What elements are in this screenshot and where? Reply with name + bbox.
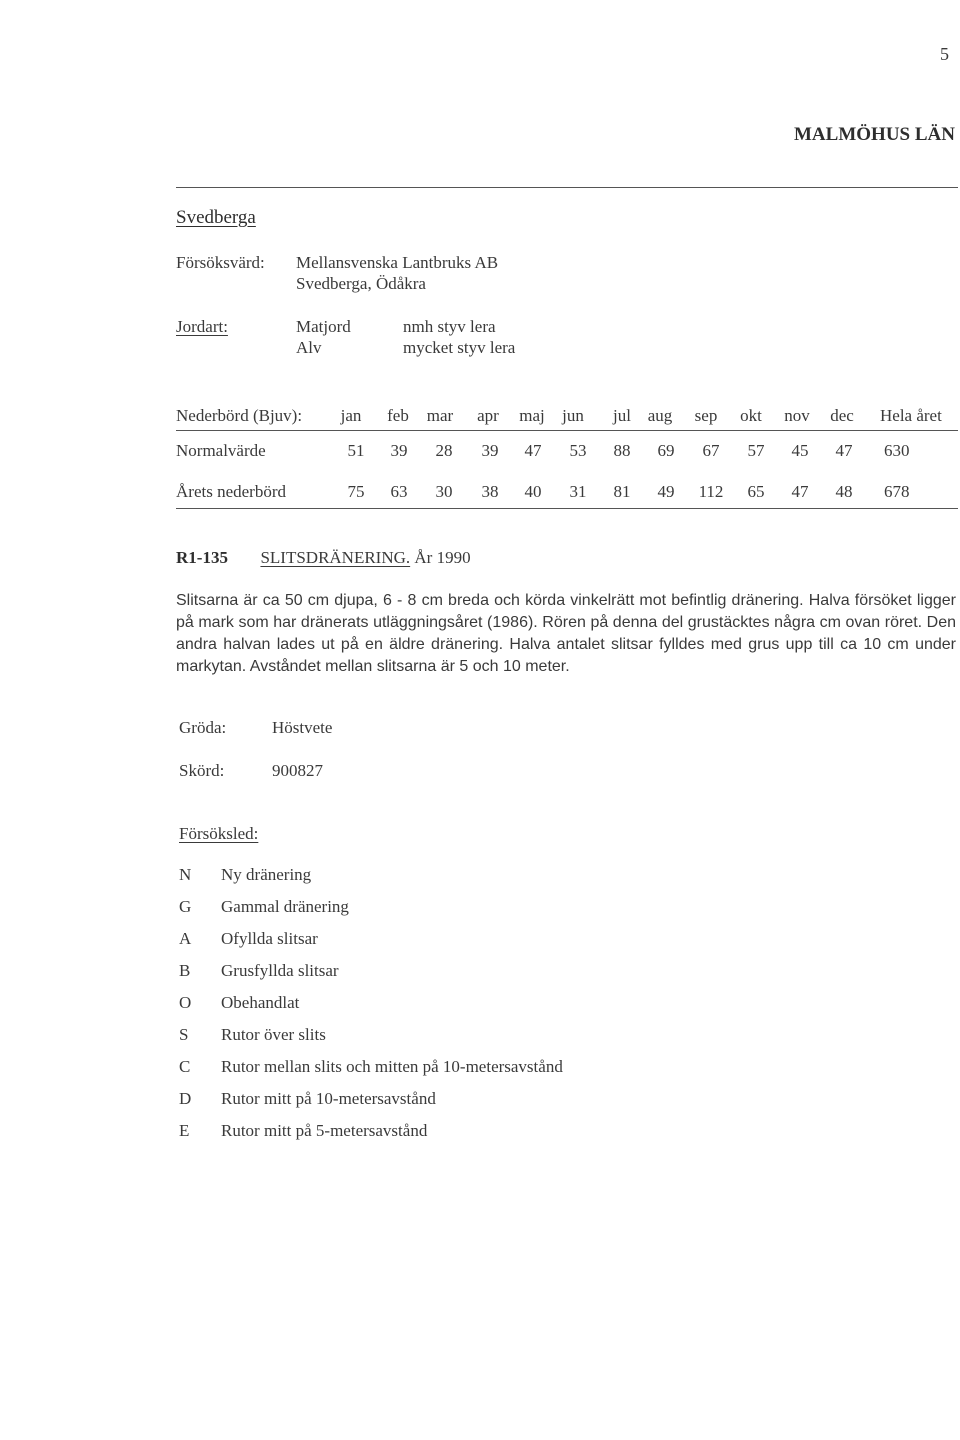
trial-host-label: Försöksvärd: xyxy=(176,253,265,272)
soil-type-topsoil: nmh styv lera xyxy=(403,317,496,336)
treatment-text: Obehandlat xyxy=(221,993,300,1012)
soil-type-subsoil: mycket styv lera xyxy=(403,338,516,357)
soil-label: Jordart: xyxy=(176,317,228,336)
precip-value: 38 xyxy=(481,482,499,501)
month-mar: mar xyxy=(426,406,454,425)
precip-total-label: Hela året xyxy=(880,406,942,425)
precip-header-divider xyxy=(176,430,958,431)
trial-title: SLITSDRÄNERING. xyxy=(260,548,411,567)
harvest-label: Skörd: xyxy=(179,761,225,780)
treatment-text: Grusfyllda slitsar xyxy=(221,961,339,980)
precip-row-label: Normalvärde xyxy=(176,441,266,460)
page-number: 5 xyxy=(940,44,949,64)
treatment-text: Rutor mellan slits och mitten på 10-metersavstånd xyxy=(221,1057,563,1076)
treatment-code: D xyxy=(179,1089,192,1108)
precip-row-label: Årets nederbörd xyxy=(176,482,286,501)
month-jan: jan xyxy=(340,406,362,425)
precip-value: 31 xyxy=(569,482,587,501)
precip-value: 67 xyxy=(702,441,720,460)
month-maj: maj xyxy=(519,406,545,425)
treatment-code: B xyxy=(179,961,191,980)
month-feb: feb xyxy=(387,406,409,425)
month-aug: aug xyxy=(647,406,673,425)
treatment-text: Rutor över slits xyxy=(221,1025,326,1044)
treatment-code: O xyxy=(179,993,192,1012)
precip-header-row xyxy=(176,406,958,430)
precip-value: 65 xyxy=(747,482,765,501)
trial-host-line1: Mellansvenska Lantbruks AB xyxy=(296,253,499,272)
treatment-code: G xyxy=(179,897,192,916)
precip-row-actual xyxy=(176,482,958,506)
region-heading: MALMÖHUS LÄN xyxy=(794,124,955,145)
precip-value: 30 xyxy=(435,482,453,501)
precip-value: 45 xyxy=(791,441,809,460)
precip-value: 63 xyxy=(390,482,408,501)
precip-value: 51 xyxy=(347,441,365,460)
month-sep: sep xyxy=(694,406,718,425)
precip-value: 81 xyxy=(613,482,631,501)
precip-value: 88 xyxy=(613,441,631,460)
precip-label: Nederbörd (Bjuv): xyxy=(176,406,303,425)
precip-total: 630 xyxy=(884,441,910,460)
precip-value: 48 xyxy=(835,482,853,501)
trial-heading xyxy=(176,548,471,568)
precip-value: 39 xyxy=(481,441,499,460)
precip-value: 47 xyxy=(791,482,809,501)
trial-description: Slitsarna är ca 50 cm djupa, 6 - 8 cm breda och körda vinkelrätt mot befintlig dränering. Halva försöket ligger på mark som har dränerats utläggningsåret (1986). Rören på denna del grustäcktes några cm ovan röret. Den andra halvan lades ut på en äldre dränering. Halva antalet slitsar fylldes med grus upp till ca 10 cm under markytan. Avståndet mellan slitsarna är 5 och 10 meter. xyxy=(176,592,956,675)
precip-value: 40 xyxy=(524,482,542,501)
treatment-text: Gammal dränering xyxy=(221,897,349,916)
precip-value: 49 xyxy=(657,482,675,501)
treatment-code: S xyxy=(179,1025,189,1044)
precip-bottom-divider xyxy=(176,508,958,509)
month-okt: okt xyxy=(740,406,762,425)
precip-value: 28 xyxy=(435,441,453,460)
treatment-code: E xyxy=(179,1121,190,1140)
precip-value: 47 xyxy=(835,441,853,460)
precip-value: 69 xyxy=(657,441,675,460)
header-divider xyxy=(176,187,958,188)
crop-value: Höstvete xyxy=(272,718,333,737)
precip-total: 678 xyxy=(884,482,910,501)
precip-value: 47 xyxy=(524,441,542,460)
treatment-text: Rutor mitt på 5-metersavstånd xyxy=(221,1121,428,1140)
month-dec: dec xyxy=(830,406,854,425)
harvest-value: 900827 xyxy=(272,761,323,780)
treatment-code: A xyxy=(179,929,192,948)
month-apr: apr xyxy=(477,406,499,425)
precip-value: 53 xyxy=(569,441,587,460)
site-name: Svedberga xyxy=(176,207,256,228)
trial-host-line2: Svedberga, Ödåkra xyxy=(296,274,426,293)
treatment-text: Rutor mitt på 10-metersavstånd xyxy=(221,1089,436,1108)
month-jul: jul xyxy=(613,406,631,425)
precip-value: 57 xyxy=(747,441,765,460)
treatment-text: Ofyllda slitsar xyxy=(221,929,318,948)
treatment-code: C xyxy=(179,1057,191,1076)
treatment-code: N xyxy=(179,865,192,884)
trial-code: R1-135 xyxy=(176,548,228,567)
treatment-text: Ny dränering xyxy=(221,865,312,884)
precip-value: 75 xyxy=(347,482,365,501)
month-nov: nov xyxy=(784,406,810,425)
trial-year: År 1990 xyxy=(414,548,471,567)
precip-row-normal xyxy=(176,441,958,465)
precip-value: 112 xyxy=(698,482,724,501)
month-jun: jun xyxy=(562,406,584,425)
treatments-label: Försöksled: xyxy=(179,824,259,843)
soil-layer-topsoil: Matjord xyxy=(296,317,351,336)
crop-label: Gröda: xyxy=(179,718,227,737)
precip-value: 39 xyxy=(390,441,408,460)
soil-layer-subsoil: Alv xyxy=(296,338,322,357)
